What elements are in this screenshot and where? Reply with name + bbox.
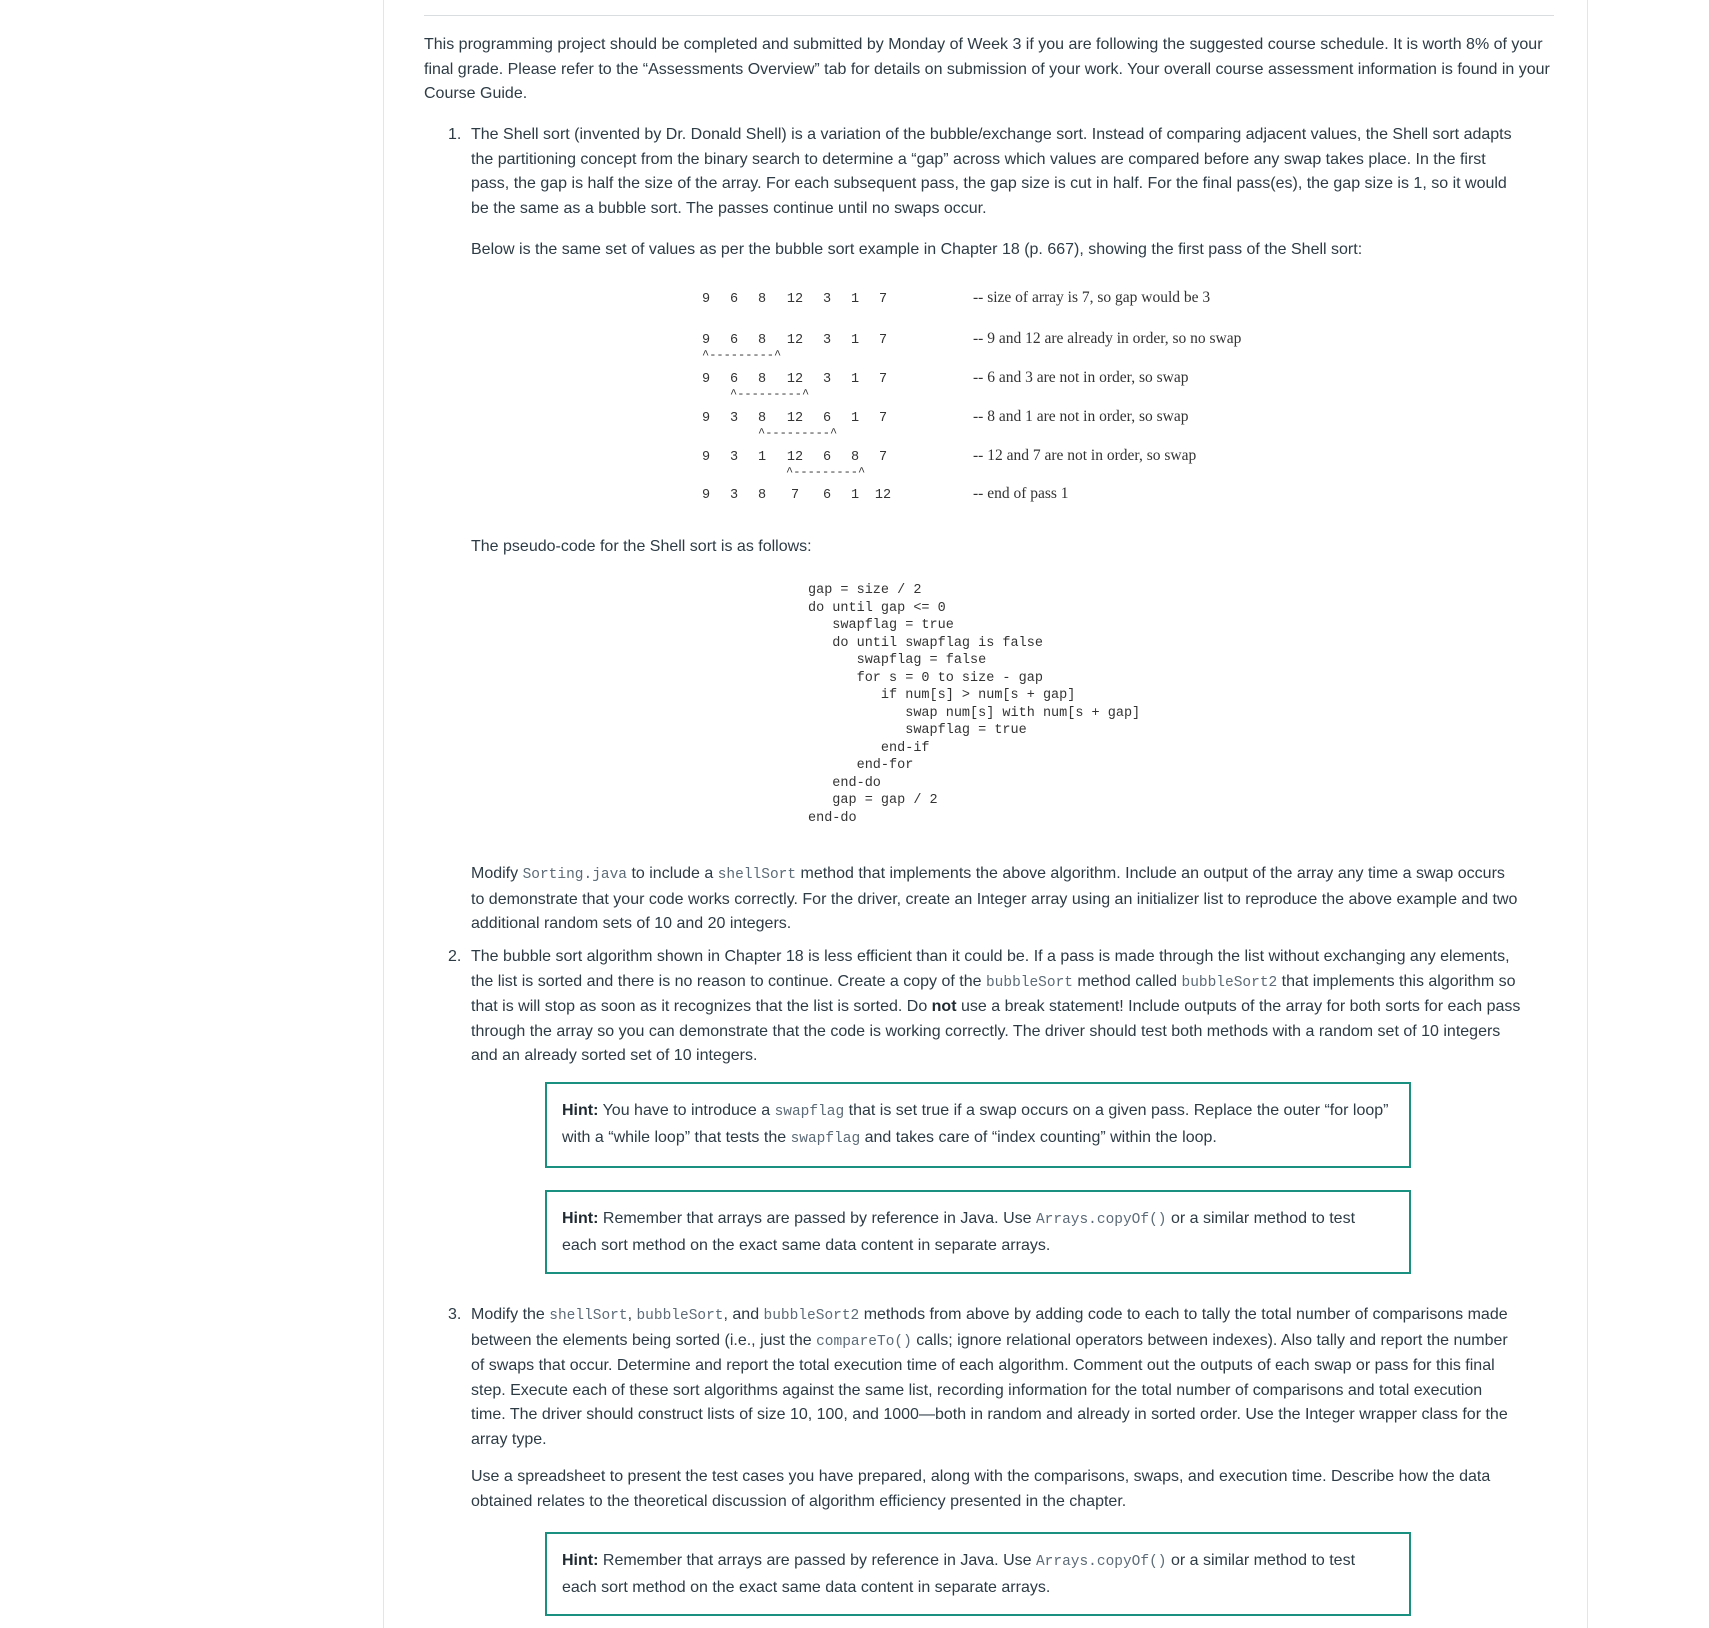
item2-paragraph bbox=[471, 945, 1521, 1069]
text: that is set true if a swap occurs on a given pass. Replace the outer “for loop” with a “while loop” that tests the bbox=[562, 1102, 1389, 1146]
array-value: 8 bbox=[757, 372, 767, 387]
item1-paragraph-3: The pseudo-code for the Shell sort is as follows: bbox=[471, 538, 812, 555]
array-value: 7 bbox=[878, 333, 888, 348]
text: that implements this algorithm so that is will stop as soon as it recognizes that the list is sorted. Do bbox=[471, 972, 1516, 1015]
array-value: 9 bbox=[701, 372, 711, 387]
hint-box-3 bbox=[545, 1532, 1411, 1616]
array-value: 1 bbox=[757, 450, 767, 465]
gap-marker: ^---------^ bbox=[758, 426, 838, 440]
array-value: 12 bbox=[874, 488, 892, 503]
array-value: 6 bbox=[729, 372, 739, 387]
array-value: 3 bbox=[729, 411, 739, 426]
list-item-3 bbox=[448, 1303, 1521, 1452]
pass-note: -- 8 and 1 are not in order, so swap bbox=[973, 408, 1189, 425]
pass-note: -- end of pass 1 bbox=[973, 485, 1069, 502]
pass-note: -- 9 and 12 are already in order, so no swap bbox=[973, 330, 1242, 347]
list-number: 3. bbox=[448, 1306, 462, 1323]
code-sorting-java: Sorting.java bbox=[522, 867, 627, 883]
text: calls; ignore relational operators between indexes). Also tally and report the number of swaps that occur. Determine and report the total execution time of each algorithm. Comment out the outputs of each swap or pass for this final step. Execute each of these sort algorithms against the same list, recording information for the total number of comparisons and total execution time. The driver should construct lists of size 10, 100, and 1000—both in random and already in sorted order. Use the Integer wrapper class for the array type. bbox=[471, 1331, 1508, 1448]
pass-note: -- size of array is 7, so gap would be 3 bbox=[973, 289, 1211, 306]
code-swapflag: swapflag bbox=[790, 1131, 861, 1147]
text: method that implements the above algorithm. Include an output of the array any time a swap occurs to demonstrate that your code works correctly. For the driver, create an Integer array using an initializer list to reproduce the above example and two additional random sets of 10 and 20 integers. bbox=[471, 865, 1518, 932]
array-value: 8 bbox=[757, 333, 767, 348]
code-arrays-copyof: Arrays.copyOf() bbox=[1035, 1554, 1167, 1570]
code-shellsort: shellSort bbox=[717, 867, 797, 883]
hint-box-1 bbox=[545, 1082, 1411, 1168]
pass-note: -- 6 and 3 are not in order, so swap bbox=[973, 369, 1189, 386]
text: or a similar method to test each sort method on the exact same data content in separate arrays. bbox=[562, 1552, 1356, 1596]
array-value: 8 bbox=[757, 488, 767, 503]
text: Remember that arrays are passed by reference in Java. Use bbox=[598, 1552, 1036, 1569]
pseudo-code-block: gap = size / 2 do until gap <= 0 swapflag = true do until swapflag is false swapflag = false for s = 0 to size - gap if num[s] > num[s + gap] swap num[s] with num[s + gap] swapflag = true end-if end-for end-do gap = gap / 2 end-do bbox=[808, 583, 1141, 826]
code-bubblesort2: bubbleSort2 bbox=[763, 1308, 860, 1324]
item1-paragraph-2: Below is the same set of values as per the bubble sort example in Chapter 18 (p. 667), showing the first pass of the Shell sort: bbox=[471, 241, 1363, 258]
array-value: 8 bbox=[850, 450, 860, 465]
array-value: 6 bbox=[729, 292, 739, 307]
text: method called bbox=[1072, 972, 1182, 990]
text: You have to introduce a bbox=[598, 1102, 775, 1119]
gap-marker: ^---------^ bbox=[730, 387, 810, 401]
hint-label: Hint: bbox=[562, 1552, 599, 1569]
list-number: 2. bbox=[448, 948, 462, 965]
gap-marker: ^---------^ bbox=[786, 465, 866, 479]
code-bubblesort: bubbleSort bbox=[636, 1308, 724, 1324]
code-bubblesort: bubbleSort bbox=[985, 974, 1073, 991]
text: Modify the bbox=[471, 1306, 550, 1323]
array-value: 12 bbox=[786, 292, 804, 307]
array-value: 3 bbox=[729, 488, 739, 503]
array-value: 12 bbox=[786, 411, 804, 426]
array-value: 7 bbox=[878, 411, 888, 426]
hint-box-2 bbox=[545, 1190, 1411, 1274]
code-arrays-copyof: Arrays.copyOf() bbox=[1035, 1212, 1167, 1228]
text: Remember that arrays are passed by reference in Java. Use bbox=[598, 1210, 1036, 1227]
array-value: 3 bbox=[822, 292, 832, 307]
array-value: 6 bbox=[729, 333, 739, 348]
item3-paragraph-1 bbox=[471, 1303, 1521, 1452]
text: The bubble sort algorithm shown in Chapter 18 is less efficient than it could be. If a pass is made through the list without exchanging any elements, the list is sorted and there is no reason to continue. Create a copy of the bbox=[471, 948, 1510, 990]
text: Modify bbox=[471, 865, 523, 882]
array-value: 1 bbox=[850, 488, 860, 503]
array-value: 1 bbox=[850, 372, 860, 387]
array-value: 9 bbox=[701, 333, 711, 348]
array-value: 6 bbox=[822, 411, 832, 426]
text: use a break statement! Include outputs of the array for both sorts for each pass through the array so you can demonstrate that the code is working correctly. The driver should test both methods with a random set of 10 integers and an already sorted set of 10 integers. bbox=[471, 998, 1521, 1064]
text: to include a bbox=[627, 865, 718, 882]
top-divider bbox=[424, 15, 1554, 16]
item3-paragraph-2: Use a spreadsheet to present the test cases you have prepared, along with the comparisons, swaps, and execution time. Describe how the data obtained relates to the theoretical discussion of algorithm efficiency presented in the chapter. bbox=[471, 1468, 1491, 1510]
array-value: 9 bbox=[701, 411, 711, 426]
array-value: 7 bbox=[878, 450, 888, 465]
text: methods from above by adding code to each to tally the total number of comparisons made between the elements being sorted (i.e., just the bbox=[471, 1306, 1508, 1349]
code-bubblesort2: bubbleSort2 bbox=[1181, 974, 1278, 991]
text: , bbox=[627, 1306, 637, 1323]
array-value: 3 bbox=[822, 372, 832, 387]
page-border-right bbox=[1587, 0, 1588, 1628]
item1-paragraph-1: The Shell sort (invented by Dr. Donald Shell) is a variation of the bubble/exchange sort. Instead of comparing adjacent values, the Shell sort adapts the partitioning concept from the binary search to determine a “gap” across which values are compared before any swap takes place. In the first pass, the gap is half the size of the array. For each subsequent pass, the gap size is cut in half. For the final pass(es), the gap size is 1, so it would be the same as a bubble sort. The passes continue until no swaps occur. bbox=[471, 126, 1512, 217]
array-value: 1 bbox=[850, 292, 860, 307]
array-value: 12 bbox=[786, 450, 804, 465]
item1-paragraph-4 bbox=[471, 862, 1521, 937]
array-value: 7 bbox=[878, 372, 888, 387]
gap-marker: ^---------^ bbox=[702, 348, 782, 362]
array-value: 9 bbox=[701, 292, 711, 307]
text: and takes care of “index counting” within the loop. bbox=[860, 1129, 1217, 1146]
array-value: 3 bbox=[822, 333, 832, 348]
array-value: 1 bbox=[850, 333, 860, 348]
list-number: 1. bbox=[448, 126, 462, 143]
hint-label: Hint: bbox=[562, 1102, 599, 1119]
array-value: 12 bbox=[786, 333, 804, 348]
array-value: 6 bbox=[822, 450, 832, 465]
array-value: 7 bbox=[790, 488, 800, 503]
code-compareto: compareTo() bbox=[816, 1333, 912, 1350]
array-value: 6 bbox=[822, 488, 832, 503]
array-value: 8 bbox=[757, 292, 767, 307]
array-value: 9 bbox=[701, 450, 711, 465]
text: or a similar method to test each sort method on the exact same data content in separate arrays. bbox=[562, 1210, 1356, 1254]
array-value: 12 bbox=[786, 372, 804, 387]
array-value: 8 bbox=[757, 411, 767, 426]
pass-note: -- 12 and 7 are not in order, so swap bbox=[973, 447, 1197, 464]
bold-not: not bbox=[931, 998, 957, 1015]
array-value: 3 bbox=[729, 450, 739, 465]
array-value: 9 bbox=[701, 488, 711, 503]
intro-paragraph: This programming project should be completed and submitted by Monday of Week 3 if you are following the suggested course schedule. It is worth 8% of your final grade. Please refer to the “Assessments Overview” tab for details on submission of your work. Your overall course assessment information is found in your Course Guide. bbox=[424, 36, 1550, 102]
array-value: 7 bbox=[878, 292, 888, 307]
hint-label: Hint: bbox=[562, 1210, 599, 1227]
code-shellsort: shellSort bbox=[549, 1308, 628, 1324]
code-swapflag: swapflag bbox=[774, 1104, 845, 1120]
text: , and bbox=[723, 1306, 764, 1323]
page-border-left bbox=[383, 0, 384, 1628]
list-item-2 bbox=[448, 945, 1521, 1069]
array-value: 1 bbox=[850, 411, 860, 426]
list-item-1 bbox=[448, 123, 1521, 221]
